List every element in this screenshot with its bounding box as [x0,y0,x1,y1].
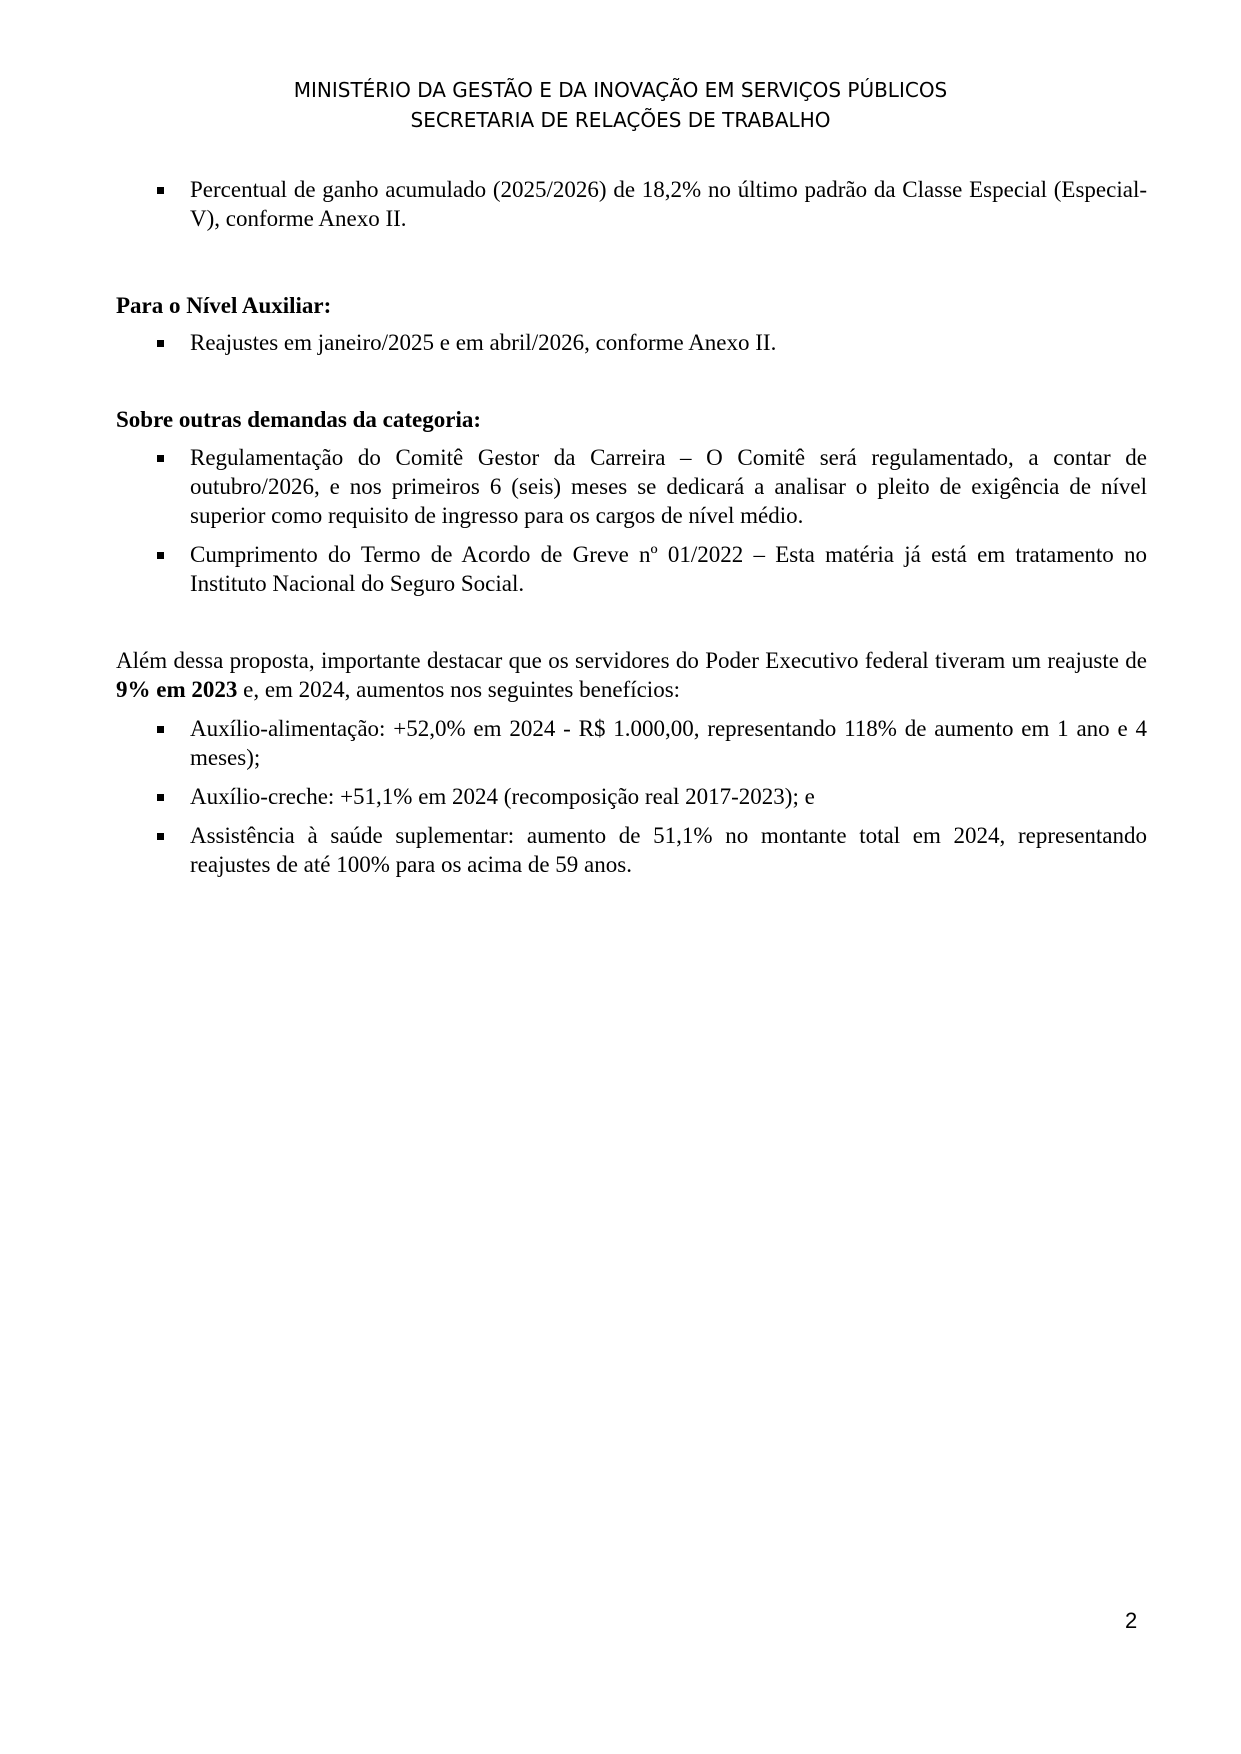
bullet-square-icon [157,726,164,733]
bullet-square-icon [157,455,164,462]
list-item [116,821,1147,879]
list-item-text: Cumprimento do Termo de Acordo de Greve nº 01/2022 – Esta matéria já está em tratamento no Instituto Nacional do Seguro Social. [190,542,1147,596]
document-body [116,175,1147,879]
paragraph-text-after: e, em 2024, aumentos nos seguintes benefícios: [237,677,681,702]
paragraph-bold-text: 9% em 2023 [116,677,238,702]
list-item-text: Auxílio-alimentação: +52,0% em 2024 - R$ 1.000,00, representando 118% de aumento em 1 ano e 4 meses); [190,716,1147,770]
bullet-square-icon [157,552,164,559]
page-number: 2 [1125,1608,1138,1633]
list-item [116,443,1147,530]
list-item [116,714,1147,772]
bullet-square-icon [157,187,164,194]
list-item-text: Percentual de ganho acumulado (2025/2026) de 18,2% no último padrão da Classe Especial (Especial-V), conforme Anexo II. [190,177,1147,231]
list-item-text: Auxílio-creche: +51,1% em 2024 (recomposição real 2017-2023); e [190,784,815,809]
list-item [116,175,1147,233]
intro-paragraph [116,646,1147,704]
header-ministry: MINISTÉRIO DA GESTÃO E DA INOVAÇÃO EM SERVIÇOS PÚBLICOS [293,78,948,102]
list-item [116,328,1147,357]
list-item-text: Regulamentação do Comitê Gestor da Carreira – O Comitê será regulamentado, a contar de outubro/2026, e nos primeiros 6 (seis) meses se dedicará a analisar o pleito de exigência de nível superior como requisito de ingresso para os cargos de nível médio. [190,445,1147,528]
bullet-square-icon [157,340,164,347]
list-item [116,782,1147,811]
bullet-square-icon [157,794,164,801]
list-item-text: Assistência à saúde suplementar: aumento de 51,1% no montante total em 2024, representando reajustes de até 100% para os acima de 59 anos. [190,823,1147,877]
list-item-text: Reajustes em janeiro/2025 e em abril/2026, conforme Anexo II. [190,330,777,355]
bullet-square-icon [157,833,164,840]
section-heading-demandas: Sobre outras demandas da categoria: [116,407,482,432]
list-item [116,540,1147,598]
section-heading-auxiliar: Para o Nível Auxiliar: [116,293,332,318]
header-secretariat: SECRETARIA DE RELAÇÕES DE TRABALHO [410,108,831,132]
paragraph-text-before: Além dessa proposta, importante destacar que os servidores do Poder Executivo federal tiveram um reajuste de [116,648,1147,673]
